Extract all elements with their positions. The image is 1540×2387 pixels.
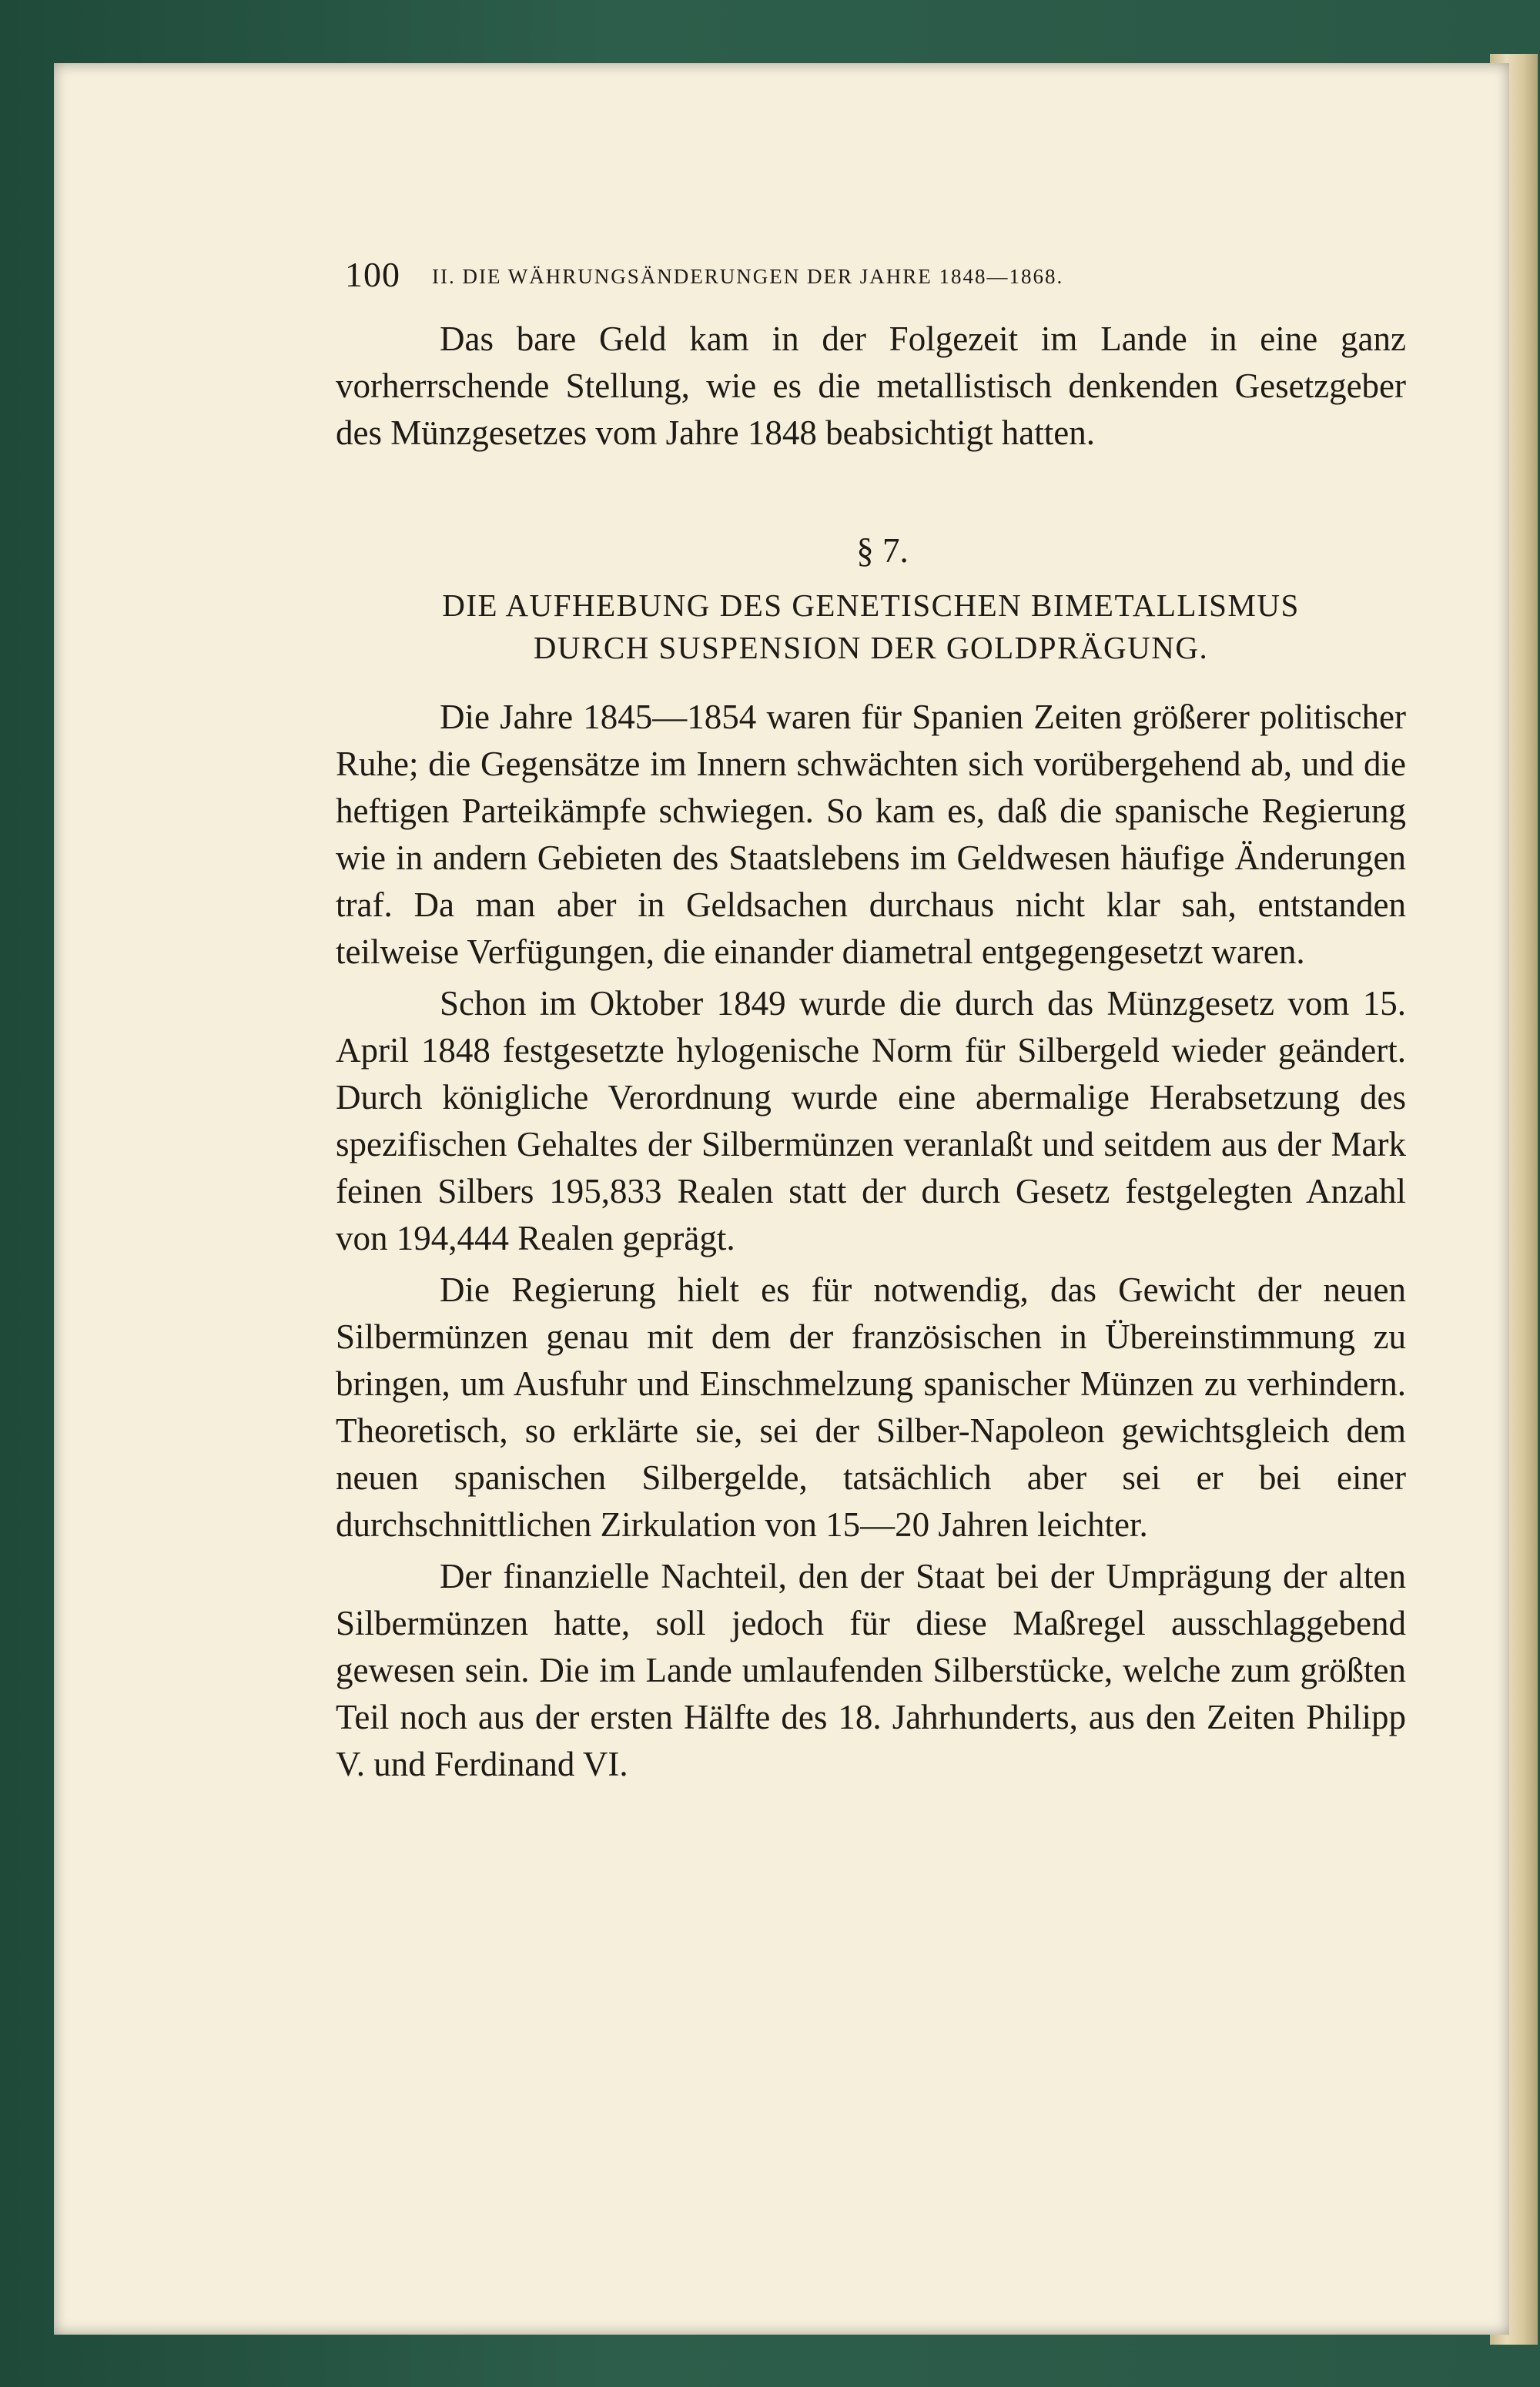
body-paragraph: Die Jahre 1845—1854 waren für Spanien Zeiten größerer politischer Ruhe; die Gegensätze im Innern schwächten sich vorübergehend ab, und die heftigen Parteikämpfe schwiegen. So kam es, daß die spanische Regierung wie in andern Gebieten des Staatslebens im Geldwesen häufige Änderungen traf. Da man aber in Geldsachen durchaus nicht klar sah, entstanden teilweise Verfügungen, die einander diametral entgegengesetzt waren.: [336, 698, 1406, 971]
body-paragraph: Schon im Oktober 1849 wurde die durch das Münzgesetz vom 15. April 1848 festgesetzte hylogenische Norm für Silbergeld wieder geändert. Durch königliche Verordnung wurde eine abermalige Herabsetzung des spezifischen Gehaltes der Silbermünzen veranlaßt und seitdem aus der Mark feinen Silbers 195,833 Realen statt der durch Gesetz festgelegten Anzahl von 194,444 Realen geprägt.: [336, 984, 1406, 1257]
running-head-title: II. DIE WÄHRUNGSÄNDERUNGEN DER JAHRE 1848—1868.: [432, 265, 1064, 288]
intro-paragraph: Das bare Geld kam in der Folgezeit im Lande in eine ganz vorherrschende Stellung, wie es die metallistisch denkenden Gesetzgeber des Münzgesetzes vom Jahre 1848 beabsichtigt hatten.: [336, 320, 1406, 452]
running-head: [336, 254, 1406, 316]
section-number: § 7.: [856, 531, 909, 570]
section-title-line-1: DIE AUFHEBUNG DES GENETISCHEN BIMETALLISMUS: [442, 588, 1300, 623]
body-paragraph: Der finanzielle Nachteil, den der Staat bei der Umprägung der alten Silbermünzen hatte, soll jedoch für diese Maßregel ausschlaggebend gewesen sein. Die im Lande umlaufenden Silberstücke, welche zum größten Teil noch aus der ersten Hälfte des 18. Jahrhunderts, aus den Zeiten Philipp V. und Ferdinand VI.: [336, 1557, 1406, 1783]
section-title: [336, 584, 1406, 669]
page-number: 100: [345, 255, 400, 294]
body-paragraph: Die Regierung hielt es für notwendig, das Gewicht der neuen Silbermünzen genau mit dem der französischen in Übereinstimmung zu bringen, um Ausfuhr und Einschmelzung spanischer Münzen zu verhindern. Theoretisch, so erklärte sie, sei der Silber-Napoleon gewichtsgleich dem neuen spanischen Silbergelde, tatsächlich aber sei er bei einer durchschnittlichen Zirkulation von 15—20 Jahren leichter.: [336, 1270, 1406, 1544]
section-title-line-2: DURCH SUSPENSION DER GOLDPRÄGUNG.: [533, 630, 1209, 665]
page-content: [336, 254, 1406, 1788]
